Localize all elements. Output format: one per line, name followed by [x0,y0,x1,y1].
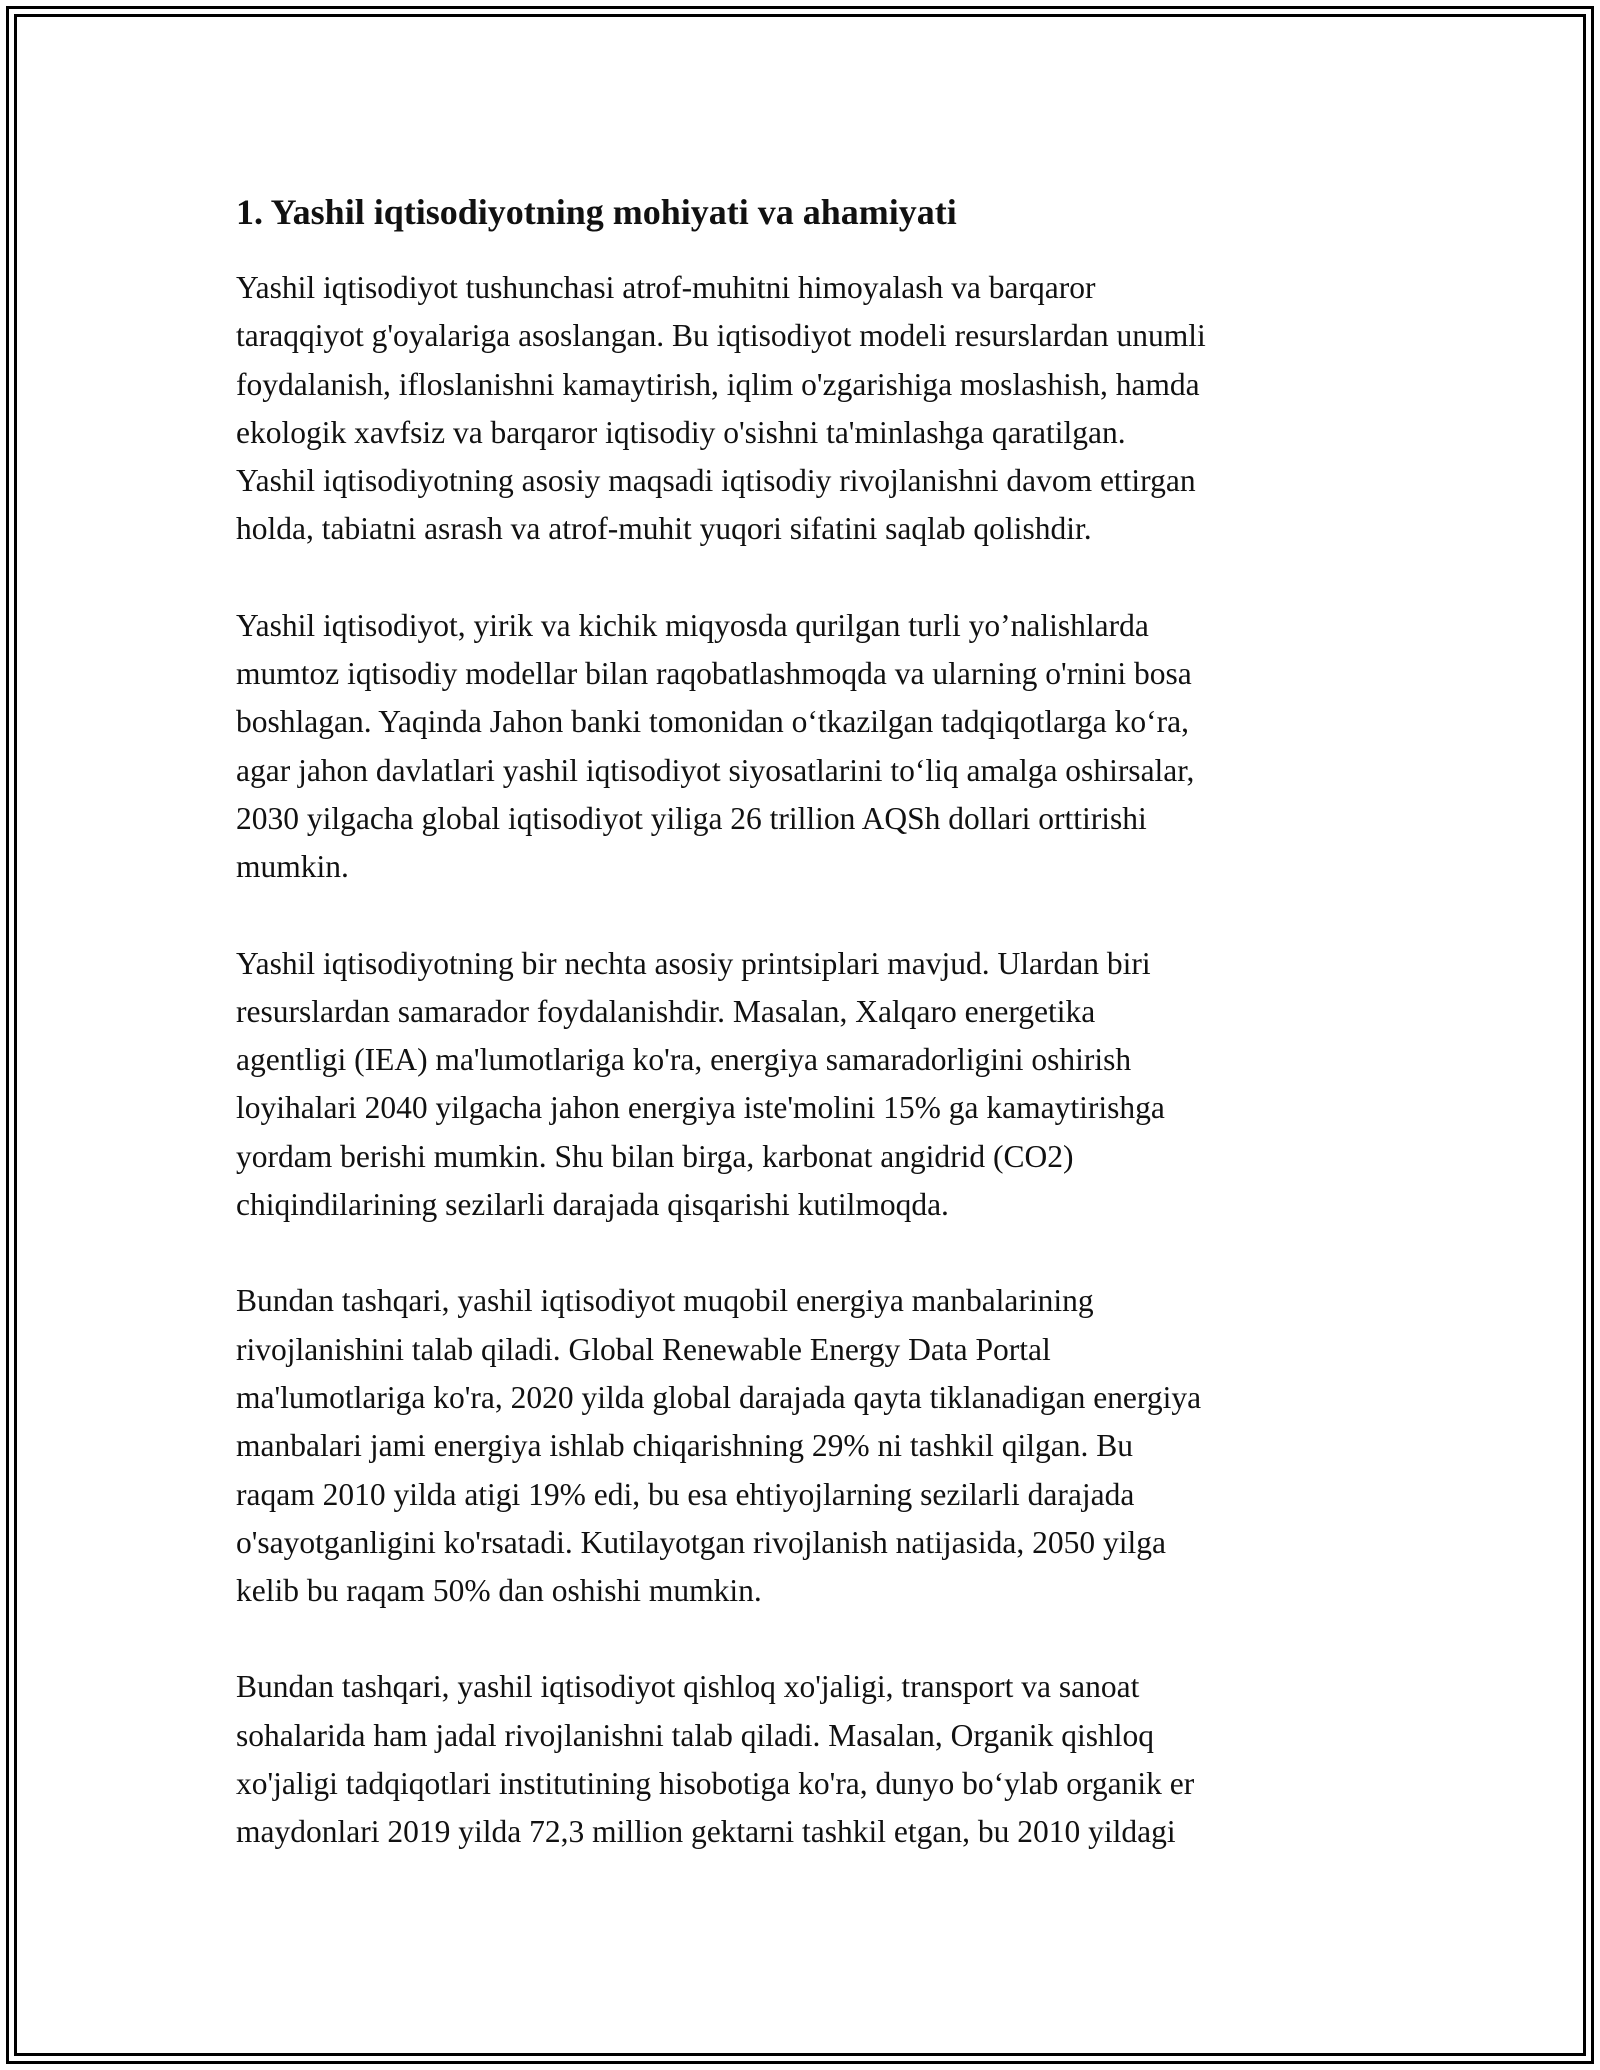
paragraph-container [236,264,1376,1857]
paragraph-5 [236,1663,1376,1856]
paragraph-line: sohalarida ham jadal rivojlanishni talab qiladi. Masalan, Organik qishloq [236,1717,1154,1753]
paragraph-line: agar jahon davlatlari yashil iqtisodiyot siyosatlarini to‘liq amalga oshirsalar, [236,752,1195,788]
paragraph-4 [236,1277,1376,1615]
paragraph-line: chiqindilarining sezilarli darajada qisqarishi kutilmoqda. [236,1187,949,1223]
paragraph-line: Yashil iqtisodiyot, yirik va kichik miqyosda qurilgan turli yo’nalishlarda [236,607,1149,643]
paragraph-line: boshlagan. Yaqinda Jahon banki tomonidan o‘tkazilgan tadqiqotlarga ko‘ra, [236,704,1189,740]
paragraph-line: loyihalari 2040 yilgacha jahon energiya iste'molini 15% ga kamaytirishga [236,1090,1165,1126]
paragraph-line: ekologik xavfsiz va barqaror iqtisodiy o'sishni ta'minlashga qaratilgan. [236,414,1126,450]
paragraph-line: Yashil iqtisodiyotning bir nechta asosiy printsiplari mavjud. Ulardan biri [236,945,1151,981]
document-body [236,186,1376,1905]
paragraph-line: holda, tabiatni asrash va atrof-muhit yuqori sifatini saqlab qolishdir. [236,511,1092,547]
paragraph-line: rivojlanishini talab qiladi. Global Renewable Energy Data Portal [236,1331,1051,1367]
paragraph-line: Bundan tashqari, yashil iqtisodiyot qishloq xo'jaligi, transport va sanoat [236,1669,1140,1705]
paragraph-line: agentligi (IEA) ma'lumotlariga ko'ra, energiya samaradorligini oshirish [236,1042,1132,1078]
paragraph-line: taraqqiyot g'oyalariga asoslangan. Bu iqtisodiyot modeli resurslardan unumli [236,318,1206,354]
paragraph-line: resurslardan samarador foydalanishdir. Masalan, Xalqaro energetika [236,993,1096,1029]
paragraph-1 [236,264,1376,554]
paragraph-line: xo'jaligi tadqiqotlari institutining hisobotiga ko'ra, dunyo bo‘ylab organik er [236,1766,1195,1802]
paragraph-3 [236,940,1376,1230]
paragraph-line: ma'lumotlariga ko'ra, 2020 yilda global darajada qayta tiklanadigan energiya [236,1379,1202,1415]
section-heading: 1. Yashil iqtisodiyotning mohiyati va ahamiyati [236,192,957,232]
paragraph-line: foydalanish, ifloslanishni kamaytirish, iqlim o'zgarishiga moslashish, hamda [236,366,1200,402]
paragraph-line: kelib bu raqam 50% dan oshishi mumkin. [236,1573,762,1609]
paragraph-line: o'sayotganligini ko'rsatadi. Kutilayotgan rivojlanish natijasida, 2050 yilga [236,1524,1166,1560]
paragraph-line: Yashil iqtisodiyot tushunchasi atrof-muhitni himoyalash va barqaror [236,270,1096,305]
paragraph-line: Yashil iqtisodiyotning asosiy maqsadi iqtisodiy rivojlanishni davom ettirgan [236,463,1196,499]
paragraph-2 [236,602,1376,892]
paragraph-line: mumkin. [236,849,349,885]
paragraph-line: yordam berishi mumkin. Shu bilan birga, karbonat angidrid (CO2) [236,1138,1074,1174]
paragraph-line: Bundan tashqari, yashil iqtisodiyot muqobil energiya manbalarining [236,1283,1094,1319]
paragraph-line: maydonlari 2019 yilda 72,3 million gektarni tashkil etgan, bu 2010 yildagi [236,1814,1176,1850]
paragraph-line: mumtoz iqtisodiy modellar bilan raqobatlashmoqda va ularning o'rnini bosa [236,656,1192,692]
paragraph-line: manbalari jami energiya ishlab chiqarishning 29% ni tashkil qilgan. Bu [236,1428,1133,1464]
paragraph-line: 2030 yilgacha global iqtisodiyot yiliga 26 trillion AQSh dollari orttirishi [236,800,1147,836]
paragraph-line: raqam 2010 yilda atigi 19% edi, bu esa ehtiyojlarning sezilarli darajada [236,1476,1135,1512]
